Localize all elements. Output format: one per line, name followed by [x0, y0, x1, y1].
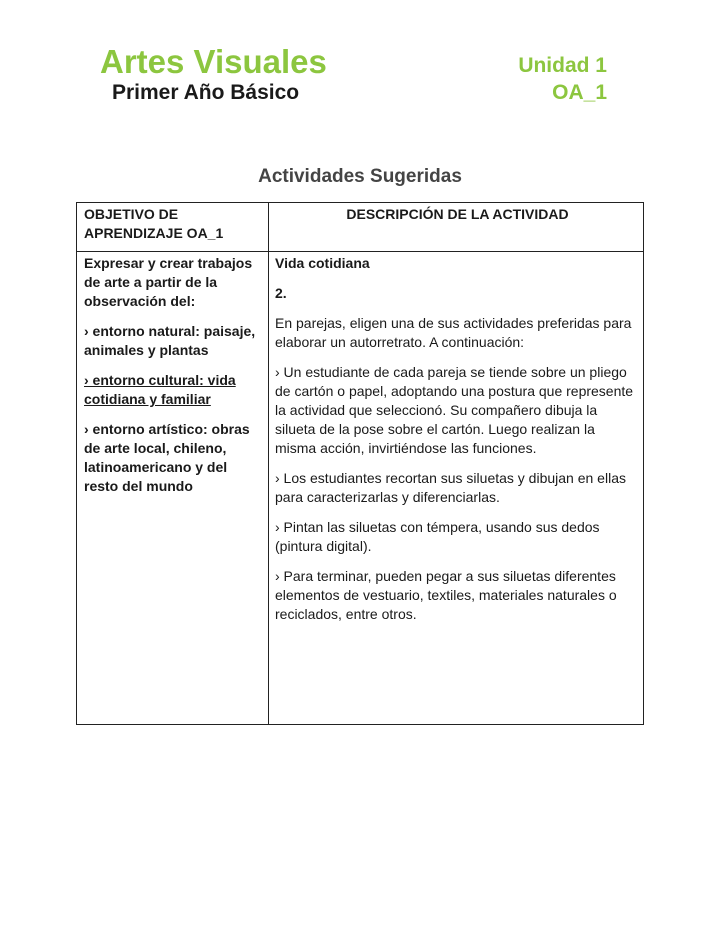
activity-intro: En parejas, eligen una de sus actividades preferidas para elaborar un autorretrato. A continuación: — [275, 315, 632, 350]
table-column-divider — [268, 203, 269, 724]
objective-intro: Expresar y crear trabajos de arte a partir de la observación del: — [84, 255, 253, 309]
objective-item-artistic: › entorno artístico: obras de arte local, chileno, latinoamericano y del resto del mundo — [84, 421, 250, 494]
activity-step: › Un estudiante de cada pareja se tiende sobre un pliego de cartón o papel, adoptando una postura que represente la actividad que seleccionó. Su compañero dibuja la silueta de la pose sobre el cartón. Luego realizan la misma acción, invirtiéndose las funciones. — [275, 364, 634, 456]
unit-label: Unidad 1 — [518, 54, 607, 77]
table-header-divider — [77, 251, 643, 252]
oa-code-label: OA_1 — [552, 81, 607, 104]
objectives-cell — [84, 254, 262, 507]
activity-table — [76, 202, 644, 725]
activity-title: Vida cotidiana — [275, 255, 370, 271]
objective-item-natural: › entorno natural: paisaje, animales y plantas — [84, 323, 256, 358]
activity-step: › Pintan las siluetas con témpera, usando sus dedos (pintura digital). — [275, 519, 600, 554]
page-title: Artes Visuales — [100, 43, 327, 80]
activity-number: 2. — [275, 285, 287, 301]
objective-item-cultural: › entorno cultural: vida cotidiana y familiar — [84, 372, 236, 407]
table-header-description: DESCRIPCIÓN DE LA ACTIVIDAD — [346, 206, 569, 222]
page-subtitle: Primer Año Básico — [112, 81, 300, 104]
activity-step: › Los estudiantes recortan sus siluetas y dibujan en ellas para caracterizarlas y diferenciarlas. — [275, 470, 626, 505]
description-cell — [275, 254, 639, 635]
table-header-objective: OBJETIVO DE APRENDIZAJE OA_1 — [84, 206, 224, 241]
activity-step: › Para terminar, pueden pegar a sus siluetas diferentes elementos de vestuario, textiles, materiales naturales o reciclados, entre otros. — [275, 568, 617, 622]
section-heading: Actividades Sugeridas — [258, 166, 462, 187]
